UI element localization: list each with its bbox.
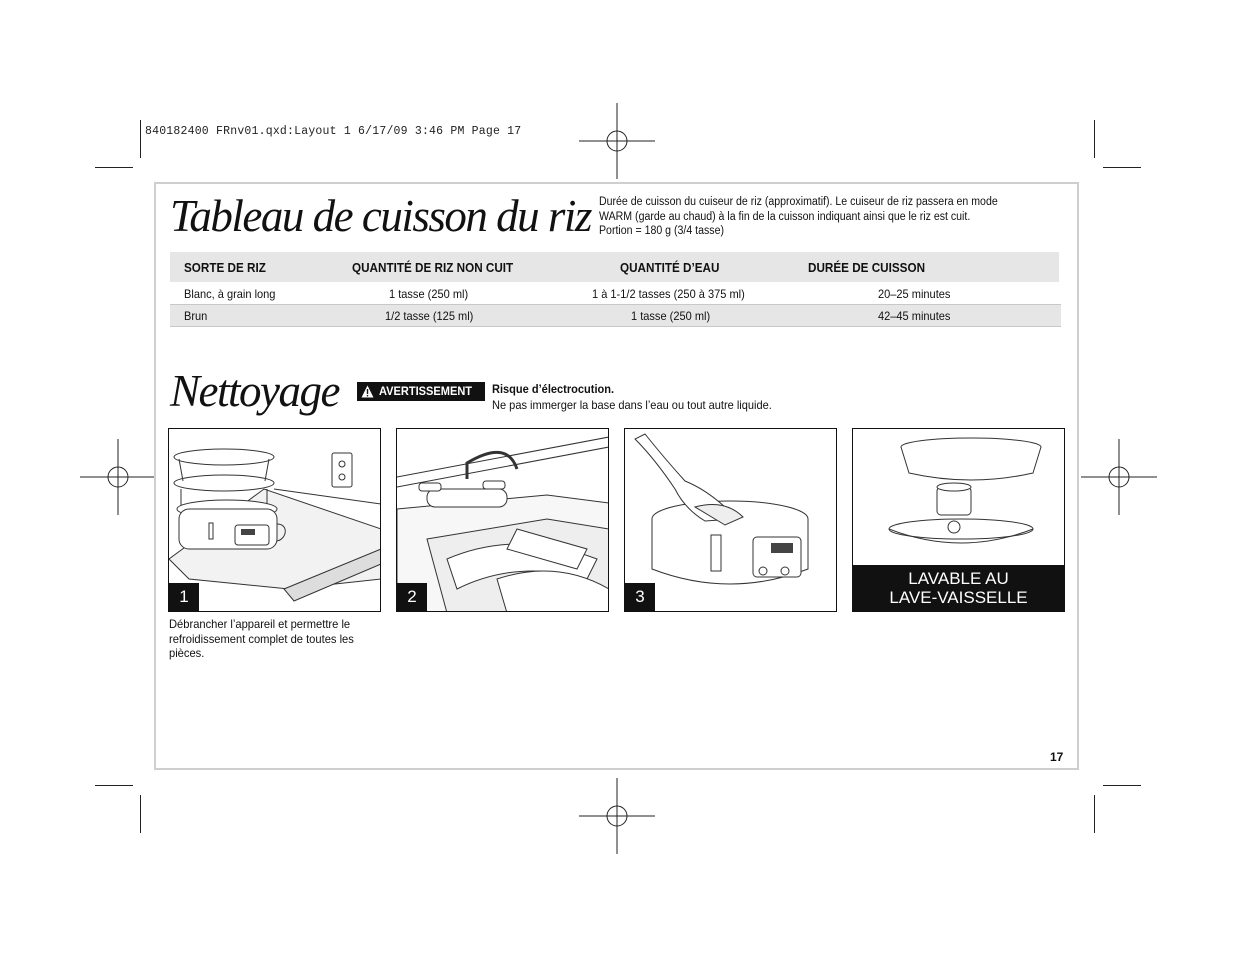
step-number: 1 bbox=[169, 583, 199, 611]
registration-mark-icon bbox=[1081, 439, 1157, 515]
warning-text: Ne pas immerger la base dans l’eau ou tout autre liquide. bbox=[492, 398, 772, 412]
step-number: 2 bbox=[397, 583, 427, 611]
intro-line: Portion = 180 g (3/4 tasse) bbox=[599, 225, 724, 237]
step-3-illustration bbox=[624, 428, 837, 612]
crop-mark bbox=[1103, 785, 1141, 786]
warning-title: Risque d’électrocution. bbox=[492, 382, 615, 396]
cell-rice-type: Blanc, à grain long bbox=[184, 287, 276, 301]
step-2-illustration bbox=[396, 428, 609, 612]
warning-badge-label: AVERTISSEMENT bbox=[379, 384, 473, 398]
cell-rice-type: Brun bbox=[184, 309, 208, 323]
registration-mark-icon bbox=[579, 778, 655, 854]
caption-line: pièces. bbox=[169, 646, 205, 660]
caption-line: refroidissement complet de toutes les bbox=[169, 631, 354, 646]
step-1-caption bbox=[169, 617, 355, 661]
cell-water-quantity: 1 à 1-1/2 tasses (250 à 375 ml) bbox=[592, 287, 745, 301]
rice-table-intro bbox=[599, 195, 1013, 239]
header-water-quantity: QUANTITÉ D’EAU bbox=[620, 260, 720, 275]
crop-mark bbox=[1094, 120, 1095, 158]
crop-mark bbox=[1094, 795, 1095, 833]
table-row bbox=[170, 283, 1061, 305]
table-header-row bbox=[170, 252, 1059, 282]
cell-uncooked-quantity: 1 tasse (250 ml) bbox=[389, 287, 469, 301]
cell-uncooked-quantity: 1/2 tasse (125 ml) bbox=[385, 309, 474, 323]
cell-cooking-time: 20–25 minutes bbox=[878, 287, 951, 301]
header-rice-type: SORTE DE RIZ bbox=[184, 260, 266, 275]
dishwasher-safe-illustration bbox=[852, 428, 1065, 612]
crop-mark bbox=[95, 167, 133, 168]
step-1-illustration bbox=[168, 428, 381, 612]
table-row bbox=[170, 305, 1061, 327]
cell-water-quantity: 1 tasse (250 ml) bbox=[631, 309, 711, 323]
caption-line: Débrancher l’appareil et permettre le bbox=[169, 617, 351, 631]
step-number: 3 bbox=[625, 583, 655, 611]
header-uncooked-quantity: QUANTITÉ DE RIZ NON CUIT bbox=[352, 260, 514, 275]
warning-triangle-icon bbox=[361, 385, 374, 398]
crop-mark bbox=[140, 795, 141, 833]
cleaning-title: Nettoyage bbox=[170, 366, 339, 416]
intro-line: WARM (garde au chaud) à la fin de la cuisson indiquant ainsi que le riz est cuit. bbox=[599, 210, 971, 223]
rice-table-title: Tableau de cuisson du riz bbox=[170, 191, 591, 241]
dishwasher-safe-label bbox=[853, 565, 1064, 611]
header-cooking-time: DURÉE DE CUISSON bbox=[808, 260, 926, 275]
dishwasher-label-line: LAVE-VAISSELLE bbox=[889, 588, 1028, 607]
crop-mark bbox=[140, 120, 141, 158]
registration-mark-icon bbox=[579, 103, 655, 179]
warning-badge bbox=[357, 382, 485, 401]
crop-mark bbox=[95, 785, 133, 786]
print-slug: 840182400 FRnv01.qxd:Layout 1 6/17/09 3:46 PM Page 17 bbox=[145, 125, 522, 138]
registration-mark-icon bbox=[80, 439, 156, 515]
cell-cooking-time: 42–45 minutes bbox=[878, 309, 951, 323]
intro-line: Durée de cuisson du cuiseur de riz (approximatif). Le cuiseur de riz passera en mode bbox=[599, 196, 998, 208]
page-number: 17 bbox=[1050, 750, 1064, 764]
crop-mark bbox=[1103, 167, 1141, 168]
dishwasher-label-line: LAVABLE AU bbox=[908, 569, 1009, 588]
